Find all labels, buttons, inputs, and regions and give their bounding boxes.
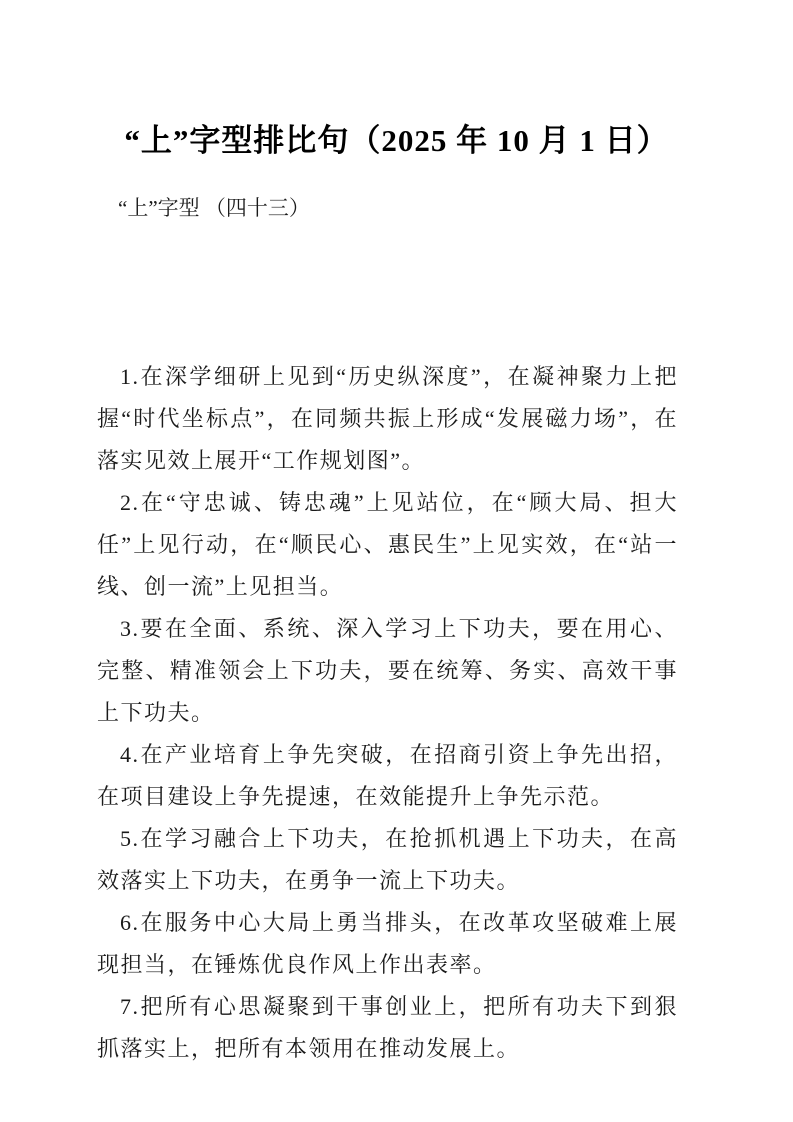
paragraph-5: 5.在学习融合上下功夫，在抢抓机遇上下功夫，在高效落实上下功夫，在勇争一流上下功夫。 (97, 826, 678, 893)
paragraph-2: 2.在“守忠诚、铸忠魂”上见站位，在“顾大局、担大任”上见行动，在“顺民心、惠民生”上见实效，在“站一线、创一流”上见担当。 (97, 490, 678, 599)
document-subtitle: “上”字型 （四十三） (118, 196, 310, 220)
document-body (97, 356, 678, 1070)
paragraph-3: 3.要在全面、系统、深入学习上下功夫，要在用心、完整、精准领会上下功夫，要在统筹、务实、高效干事上下功夫。 (97, 616, 678, 725)
paragraph-4: 4.在产业培育上争先突破，在招商引资上争先出招，在项目建设上争先提速，在效能提升上争先示范。 (97, 742, 678, 809)
paragraph-1: 1.在深学细研上见到“历史纵深度”，在凝神聚力上把握“时代坐标点”，在同频共振上形成“发展磁力场”，在落实见效上展开“工作规划图”。 (97, 364, 678, 473)
paragraph-7: 7.把所有心思凝聚到干事创业上，把所有功夫下到狠抓落实上，把所有本领用在推动发展上。 (97, 994, 678, 1061)
page-title: “上”字型排比句（2025 年 10 月 1 日） (124, 123, 669, 158)
paragraph-6: 6.在服务中心大局上勇当排头，在改革攻坚破难上展现担当，在锤炼优良作风上作出表率。 (97, 910, 678, 977)
